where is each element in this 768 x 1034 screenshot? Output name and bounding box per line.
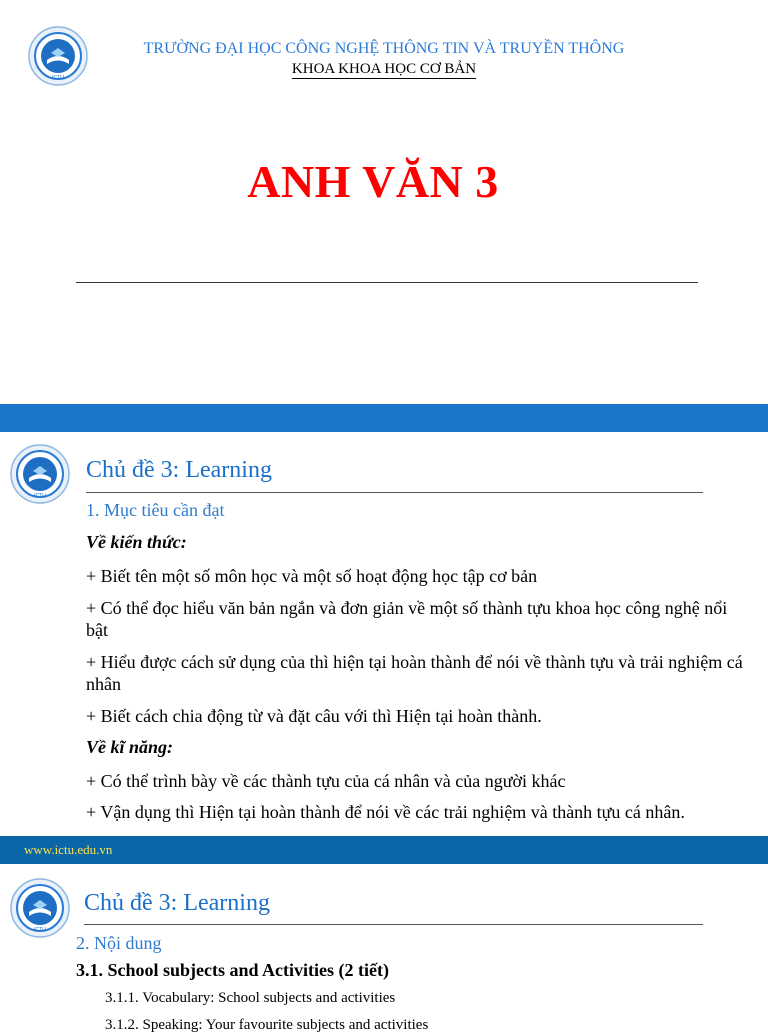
course-title: ANH VĂN 3 bbox=[247, 156, 499, 207]
topic-title: Chủ đề 3: Learning bbox=[84, 890, 270, 916]
university-logo bbox=[10, 878, 70, 938]
content-item: 3.1.2. Speaking: Your favourite subjects and activities bbox=[105, 1017, 429, 1033]
subsection-heading: 3.1. School subjects and Activities (2 tiết) bbox=[76, 960, 389, 980]
university-name: TRƯỜNG ĐẠI HỌC CÔNG NGHỆ THÔNG TIN VÀ TRUYỀN THÔNG bbox=[143, 40, 625, 57]
knowledge-heading: Về kiến thức: bbox=[86, 532, 187, 552]
footer-bar bbox=[0, 836, 768, 864]
knowledge-item: + Biết cách chia động từ và đặt câu với thì Hiện tại hoàn thành. bbox=[86, 706, 542, 726]
skills-heading: Về kĩ năng: bbox=[86, 737, 174, 757]
section-heading: 1. Mục tiêu cần đạt bbox=[86, 500, 225, 520]
university-logo bbox=[10, 444, 70, 504]
knowledge-item: + Hiểu được cách sử dụng của thì hiện tại hoàn thành để nói về thành tựu và trải nghiệm cá nhân bbox=[86, 652, 743, 694]
svg-text:ICTU: ICTU bbox=[52, 75, 64, 81]
knowledge-item: + Biết tên một số môn học và một số hoạt động học tập cơ bản bbox=[86, 566, 538, 586]
topic-divider bbox=[86, 492, 703, 493]
knowledge-item: + Có thể đọc hiểu văn bản ngắn và đơn giản về một số thành tựu khoa học công nghệ nổi bật bbox=[86, 598, 728, 640]
skills-item: + Vận dụng thì Hiện tại hoàn thành để nói về các trải nghiệm và thành tựu cá nhân. bbox=[86, 802, 685, 822]
title-divider bbox=[76, 282, 698, 283]
svg-text:ICTU: ICTU bbox=[34, 927, 46, 933]
svg-text:ICTU: ICTU bbox=[34, 493, 46, 499]
slide-separator-band bbox=[0, 404, 768, 432]
content-item: 3.1.1. Vocabulary: School subjects and activities bbox=[105, 990, 396, 1006]
skills-item: + Có thể trình bày về các thành tựu của cá nhân và của người khác bbox=[86, 771, 566, 791]
topic-divider bbox=[84, 924, 703, 925]
department-name bbox=[0, 61, 768, 78]
section-heading: 2. Nội dung bbox=[76, 933, 162, 953]
footer-website-link[interactable]: www.ictu.edu.vn bbox=[24, 842, 113, 857]
department-label: KHOA KHOA HỌC CƠ BẢN bbox=[291, 61, 477, 77]
topic-title: Chủ đề 3: Learning bbox=[86, 457, 272, 483]
